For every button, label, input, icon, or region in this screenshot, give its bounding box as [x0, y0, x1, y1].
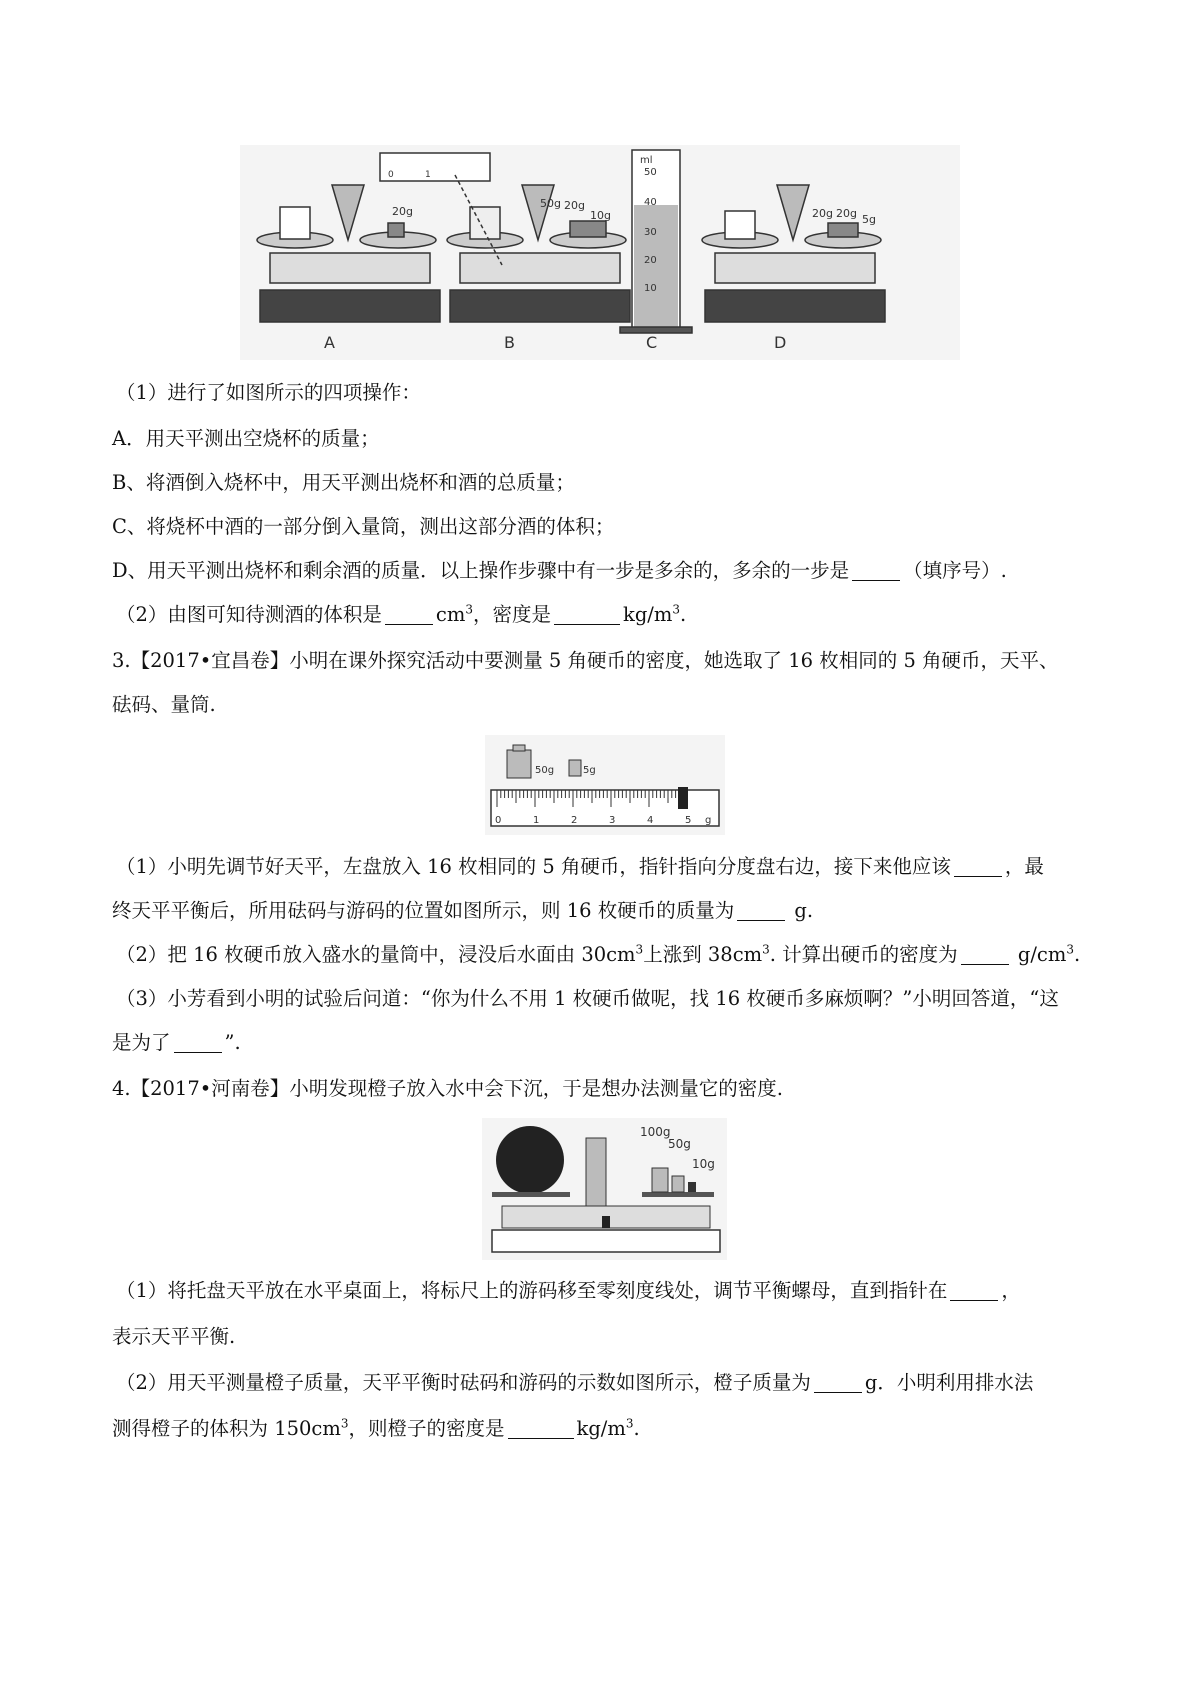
superscript: 3 — [762, 942, 770, 957]
q3-part1-line2 — [112, 896, 1102, 926]
q4-part2-line2 — [112, 1414, 1102, 1444]
superscript: 3 — [672, 602, 680, 617]
tick-5: 5 — [685, 815, 692, 826]
weight-10g: 10g — [692, 1157, 715, 1171]
tick-0: 0 — [495, 815, 502, 826]
answer-blank[interactable] — [954, 856, 1002, 877]
answer-blank[interactable] — [852, 560, 900, 581]
superscript: 3 — [465, 602, 473, 617]
superscript: 3 — [1066, 942, 1074, 957]
q4-part1-line1 — [116, 1276, 1106, 1306]
cylinder-tick-30: 30 — [644, 227, 657, 238]
cylinder-tick-40: 40 — [644, 197, 657, 208]
q2-part2 — [116, 600, 1106, 630]
q4-part2-line1 — [116, 1368, 1106, 1398]
scale-tick-0: 0 — [388, 170, 394, 180]
answer-blank[interactable] — [554, 604, 620, 625]
cylinder-tick-10: 10 — [644, 283, 657, 294]
q3-part3-suffix: ”. — [224, 1031, 241, 1054]
answer-blank[interactable] — [508, 1418, 574, 1439]
q3-part2 — [116, 940, 1106, 970]
scale-tick-1: 1 — [425, 170, 431, 180]
superscript: 3 — [635, 942, 644, 957]
unit: g/cm — [1017, 943, 1067, 966]
q2-step-c: C、将烧杯中酒的一部分倒入量筒，测出这部分酒的体积； — [112, 515, 615, 538]
q4-part1-line2: 表示天平平衡. — [112, 1325, 236, 1348]
unit: kg/m — [623, 603, 673, 626]
cylinder-tick-20: 20 — [644, 255, 657, 266]
cylinder-unit: ml — [640, 155, 653, 166]
balance-figure-abcd — [240, 145, 960, 360]
q4-part1-suffix: ， — [1001, 1279, 1021, 1302]
q3-line1: 3.【2017•宜昌卷】小明在课外探究活动中要测量 5 角硬币的密度，她选取了 16 枚相同的 5 角硬币，天平、 — [112, 649, 1059, 672]
q3-part3-line1: （3）小芳看到小明的试验后问道：“你为什么不用 1 枚硬币做呢，找 16 枚硬币多麻烦啊？”小明回答道，“这 — [116, 987, 1059, 1010]
q4-part2-text: （2）用天平测量橙子质量，天平平衡时砝码和游码的示数如图所示，橙子质量为 — [116, 1371, 811, 1394]
weight-50g: 50g — [535, 765, 555, 776]
cylinder-tick-50: 50 — [644, 167, 657, 178]
q4-part2-mid: ，则橙子的密度是 — [348, 1417, 505, 1440]
q3-line2: 砝码、量筒. — [112, 693, 216, 716]
q2-step-b: B、将酒倒入烧杯中，用天平测出烧杯和酒的总质量； — [112, 471, 575, 494]
answer-blank[interactable] — [737, 900, 785, 921]
q4-part2-text2: 测得橙子的体积为 150cm — [112, 1417, 341, 1440]
balance-d-weight-3: 5g — [862, 213, 876, 226]
superscript: 3 — [340, 1416, 349, 1431]
period: . — [633, 1417, 640, 1440]
tick-4: 4 — [647, 815, 654, 826]
balance-b-weight-1: 50g — [540, 197, 561, 210]
label-c: C — [646, 333, 658, 352]
unit: cm — [435, 603, 466, 626]
unit: kg/m — [576, 1417, 626, 1440]
tick-unit: g — [705, 815, 712, 826]
balance-d-weight-1: 20g — [812, 207, 833, 220]
balance-a-weight: 20g — [392, 205, 413, 218]
balance-d-weight-2: 20g — [836, 207, 857, 220]
tick-2: 2 — [571, 815, 578, 826]
answer-blank[interactable] — [385, 604, 433, 625]
weights-and-rider-figure — [485, 735, 725, 835]
label-a: A — [324, 333, 335, 352]
q3-part1-unit: g. — [794, 899, 814, 922]
q2-step-d — [112, 556, 1102, 586]
period: . — [680, 603, 687, 626]
q3-part2-mid2: . 计算出硬币的密度为 — [769, 943, 958, 966]
q2-intro: （1）进行了如图所示的四项操作： — [116, 381, 421, 404]
q4-part1-text: （1）将托盘天平放在水平桌面上，将标尺上的游码移至零刻度线处，调节平衡螺母，直到指针在 — [116, 1279, 948, 1302]
q3-part2-mid: 上涨到 38cm — [643, 943, 763, 966]
q4-part2-suffix: g．小明利用排水法 — [864, 1371, 1034, 1394]
q3-part1-suffix: ，最 — [1004, 855, 1044, 878]
q3-part1-text2: 终天平平衡后，所用砝码与游码的位置如图所示，则 16 枚硬币的质量为 — [112, 899, 735, 922]
q2-part2-text: （2）由图可知待测酒的体积是 — [116, 603, 382, 626]
balance-b-weight-3: 10g — [590, 209, 611, 222]
superscript: 3 — [625, 1416, 634, 1431]
q2-step-a: A．用天平测出空烧杯的质量； — [112, 427, 380, 450]
q3-part2-text: （2）把 16 枚硬币放入盛水的量筒中，浸没后水面由 30cm — [116, 943, 636, 966]
label-d: D — [774, 333, 787, 352]
q3-part1-text: （1）小明先调节好天平，左盘放入 16 枚相同的 5 角硬币，指针指向分度盘右边，接下来他应该 — [116, 855, 951, 878]
orange-balance-figure — [482, 1118, 727, 1260]
answer-blank[interactable] — [961, 944, 1009, 965]
q2-step-d-text: D、用天平测出烧杯和剩余酒的质量．以上操作步骤中有一步是多余的，多余的一步是 — [112, 559, 850, 582]
period: . — [1073, 943, 1081, 966]
q2-part2-mid: ，密度是 — [472, 603, 551, 626]
q3-part1-line1 — [116, 852, 1106, 882]
answer-blank[interactable] — [814, 1372, 862, 1393]
weight-50g: 50g — [668, 1137, 691, 1151]
q2-step-d-suffix: （填序号）. — [903, 559, 1007, 582]
weight-100g: 100g — [640, 1125, 671, 1139]
answer-blank[interactable] — [950, 1280, 998, 1301]
weight-5g: 5g — [583, 765, 596, 776]
balance-b-weight-2: 20g — [564, 199, 585, 212]
tick-1: 1 — [533, 815, 540, 826]
label-b: B — [504, 333, 515, 352]
q3-part3-line2 — [112, 1028, 1102, 1058]
answer-blank[interactable] — [174, 1032, 222, 1053]
tick-3: 3 — [609, 815, 616, 826]
q3-part3-text: 是为了 — [112, 1031, 171, 1054]
q4-line1: 4.【2017•河南卷】小明发现橙子放入水中会下沉，于是想办法测量它的密度. — [112, 1077, 783, 1100]
